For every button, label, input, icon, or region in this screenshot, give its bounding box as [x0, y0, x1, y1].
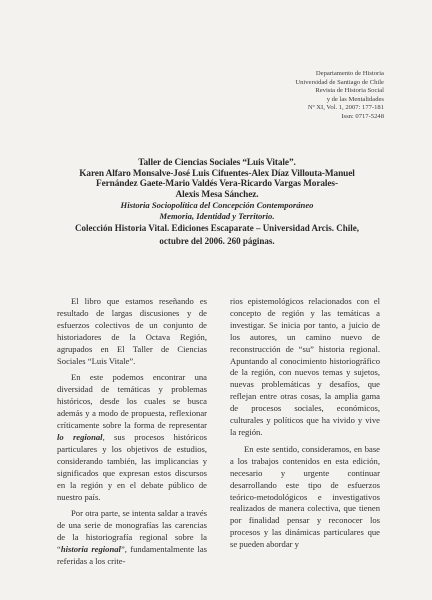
paragraph: El libro que estamos reseñando es resultado de largas discusiones y de esfuerzos colectivos de un conjunto de historiadores de la Octava Región, agrupados en El Taller de Ciencias Sociales “Luis Vitale”. — [57, 296, 207, 366]
journal-line: Universidad de Santiago de Chile — [295, 78, 384, 86]
journal-line: Revista de Historia Social — [315, 87, 384, 95]
paragraph-text: En este podemos encontrar una diversidad de temáticas y problemas históricos, desde los cuales se busca además y a modo de propuesta, reflexionar críticamente sobre la forma de representar — [57, 372, 207, 431]
paragraph: rios epistemológicos relacionados con el concepto de región y las temáticas a investigar. Se inicia por tanto, a juicio de los autores, un camino nuevo de reconstrucción de “su” historia regional. Apuntando al conocimiento historiográfico de la región, con nuevos temas y sujetos, nuevas problemáticas y desafíos, que reflejan entre otras cosas, la amplia gama de procesos sociales, económicos, culturales y políticos que ha vivido y vive la región. — [230, 296, 380, 437]
paragraph: En este sentido, consideramos, en base a los trabajos contenidos en esta edición, necesario y urgente continuar desarrollando este tipo de esfuerzos teórico-metodológicos e investigativos realizados de manera colectiva, que tienen por finalidad pensar y reconocer los procesos y las dinámicas particulares que se pueden abordar y — [230, 443, 380, 550]
emphasis-text: historia regional — [60, 544, 121, 555]
paragraph-text: Por otra parte, se intenta saldar a través de una serie de monografías las carencias de la historiografía regional sobre la “ — [57, 508, 207, 555]
book-title: Historia Sociopolítica del Concepción Contemporáneo — [120, 200, 314, 211]
paragraph — [57, 508, 207, 568]
book-subtitle: Memoria, Identidad y Territorio. — [159, 210, 275, 221]
workshop-name: Taller de Ciencias Sociales “Luis Vitale”. — [138, 158, 296, 168]
review-header — [72, 158, 362, 247]
paragraph-text: ”, fundamentalmente las referidas a los crite- — [57, 544, 207, 567]
paragraph — [57, 372, 207, 503]
publication-info: octubre del 2006. 260 páginas. — [159, 235, 275, 246]
emphasis-text: lo regional — [57, 431, 103, 442]
authors-line: Karen Alfaro Monsalve-José Luis Cifuentes-Alex Díaz Villouta-Manuel — [79, 168, 355, 179]
journal-line: Issn: 0717-5248 — [341, 112, 384, 120]
authors-line: Alexis Mesa Sánchez. — [175, 189, 259, 200]
paragraph-text: , sus procesos históricos particulares y los objetivos de estudios, considerando también, las implicancias y significados que expresan estos discursos en la región y en el debate público de nuestro país. — [57, 431, 207, 502]
body-column-right — [230, 296, 380, 551]
journal-line: Departamento de Historia — [315, 70, 384, 77]
publication-info: Colección Historia Vital. Ediciones Escaparate – Universidad Arcis. Chile, — [74, 222, 360, 233]
body-column-left — [57, 296, 207, 568]
journal-line: y de las Mentalidades — [326, 95, 384, 103]
journal-line: Nº XI, Vol. 1, 2007: 177-181 — [307, 104, 384, 112]
journal-info — [295, 70, 384, 122]
authors-line: Fernández Gaete-Mario Valdés Vera-Ricardo Vargas Morales- — [96, 179, 338, 190]
